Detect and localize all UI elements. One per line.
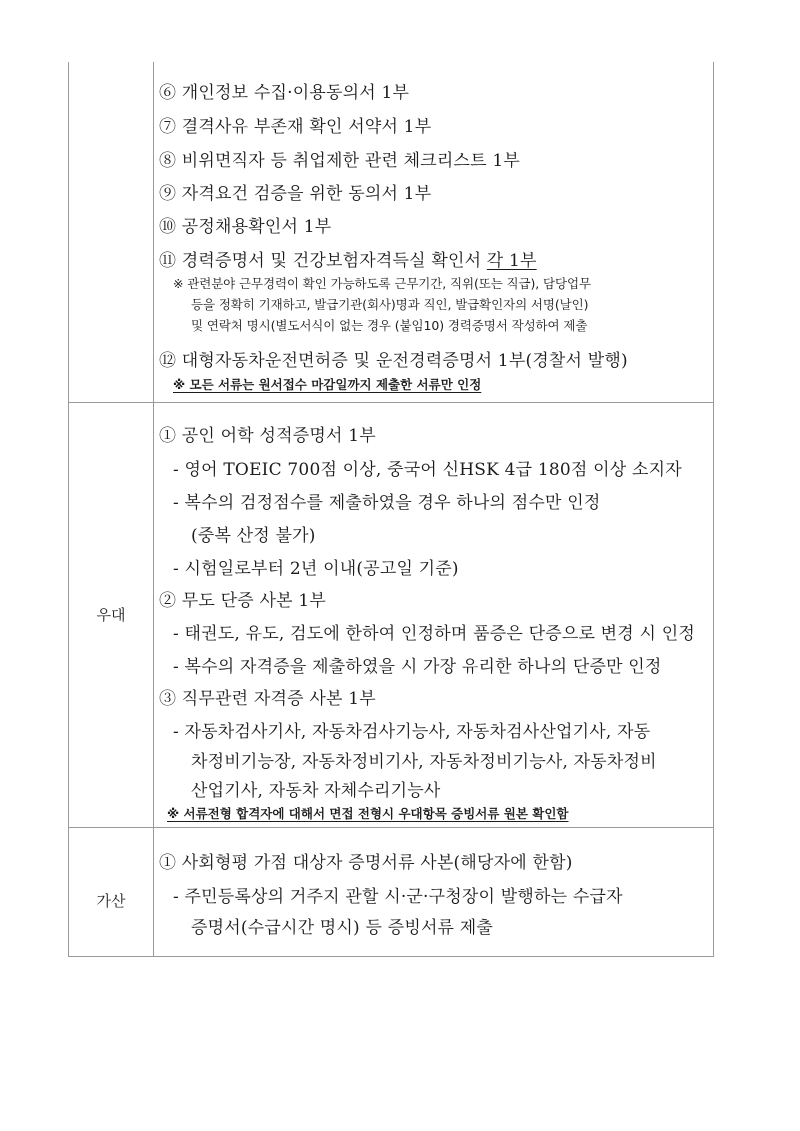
pref-line-3: - 복수의 검정점수를 제출하였을 경우 하나의 점수만 인정 bbox=[173, 493, 601, 513]
pref-line-4: (중복 산정 불가) bbox=[191, 526, 316, 546]
pref-line-8: - 복수의 자격증을 제출하였을 시 가장 유리한 하나의 단증만 인정 bbox=[173, 657, 662, 677]
requirements-table bbox=[68, 62, 714, 957]
pref-line-7: - 태권도, 유도, 검도에 한하여 인정하며 품증은 단증으로 변경 시 인정 bbox=[173, 624, 695, 644]
deadline-note: ※ 모든 서류는 원서접수 마감일까지 제출한 서류만 인정 bbox=[173, 377, 482, 392]
pref-line-10: - 자동차검사기사, 자동차검사기능사, 자동차검사산업기사, 자동 bbox=[173, 722, 651, 742]
career-note-line-3: 및 연락처 명시(별도서식이 없는 경우 (붙임10) 경력증명서 작성하여 제출 bbox=[191, 318, 588, 333]
pref-item-1: ① 공인 어학 성적증명서 1부 bbox=[159, 426, 376, 446]
pref-line-12: 산업기사, 자동차 자체수리기능사 bbox=[191, 781, 441, 801]
doc-item-6: ⑥ 개인정보 수집·이용동의서 1부 bbox=[159, 83, 410, 103]
interview-note: ※ 서류전형 합격자에 대해서 면접 전형시 우대항목 증빙서류 원본 확인함 bbox=[167, 806, 569, 821]
bonus-line-2: - 주민등록상의 거주지 관할 시·군·구청장이 발행하는 수급자 bbox=[173, 887, 623, 907]
doc-item-10: ⑩ 공정채용확인서 1부 bbox=[159, 217, 332, 237]
pref-item-3: ③ 직무관련 자격증 사본 1부 bbox=[159, 689, 376, 709]
doc-item-11-text: ⑪ 경력증명서 및 건강보험자격득실 확인서 bbox=[159, 251, 487, 271]
bonus-item-1: ① 사회형평 가점 대상자 증명서류 사본(해당자에 한함) bbox=[159, 853, 573, 873]
doc-item-11 bbox=[159, 246, 537, 271]
career-note-line-1: ※ 관련분야 근무경력이 확인 가능하도록 근무기간, 직위(또는 직급), 담당업무 bbox=[173, 276, 591, 291]
doc-item-12: ⑫ 대형자동차운전면허증 및 운전경력증명서 1부(경찰서 발행) bbox=[159, 351, 628, 371]
pref-item-2: ② 무도 단증 사본 1부 bbox=[159, 591, 326, 611]
row-divider-1 bbox=[69, 402, 713, 403]
doc-item-7: ⑦ 결격사유 부존재 확인 서약서 1부 bbox=[159, 117, 432, 137]
doc-item-9: ⑨ 자격요건 검증을 위한 동의서 1부 bbox=[159, 184, 432, 204]
column-divider bbox=[153, 62, 154, 956]
pref-line-11: 차정비기능장, 자동차정비기사, 자동차정비기능사, 자동차정비 bbox=[191, 752, 657, 772]
pref-line-2: - 영어 TOEIC 700점 이상, 중국어 신HSK 4급 180점 이상 소지자 bbox=[173, 460, 682, 480]
doc-item-8: ⑧ 비위면직자 등 취업제한 관련 체크리스트 1부 bbox=[159, 151, 521, 171]
bonus-label: 가산 bbox=[96, 892, 126, 910]
preference-label: 우대 bbox=[96, 606, 126, 624]
doc-item-11-underlined: 각 1부 bbox=[486, 251, 537, 271]
pref-line-5: - 시험일로부터 2년 이내(공고일 기준) bbox=[173, 559, 459, 579]
bonus-line-3: 증명서(수급시간 명시) 등 증빙서류 제출 bbox=[191, 918, 494, 938]
career-note-line-2: 등을 정확히 기재하고, 발급기관(회사)명과 직인, 발급확인자의 서명(날인) bbox=[191, 297, 589, 312]
row-divider-2 bbox=[69, 827, 713, 828]
